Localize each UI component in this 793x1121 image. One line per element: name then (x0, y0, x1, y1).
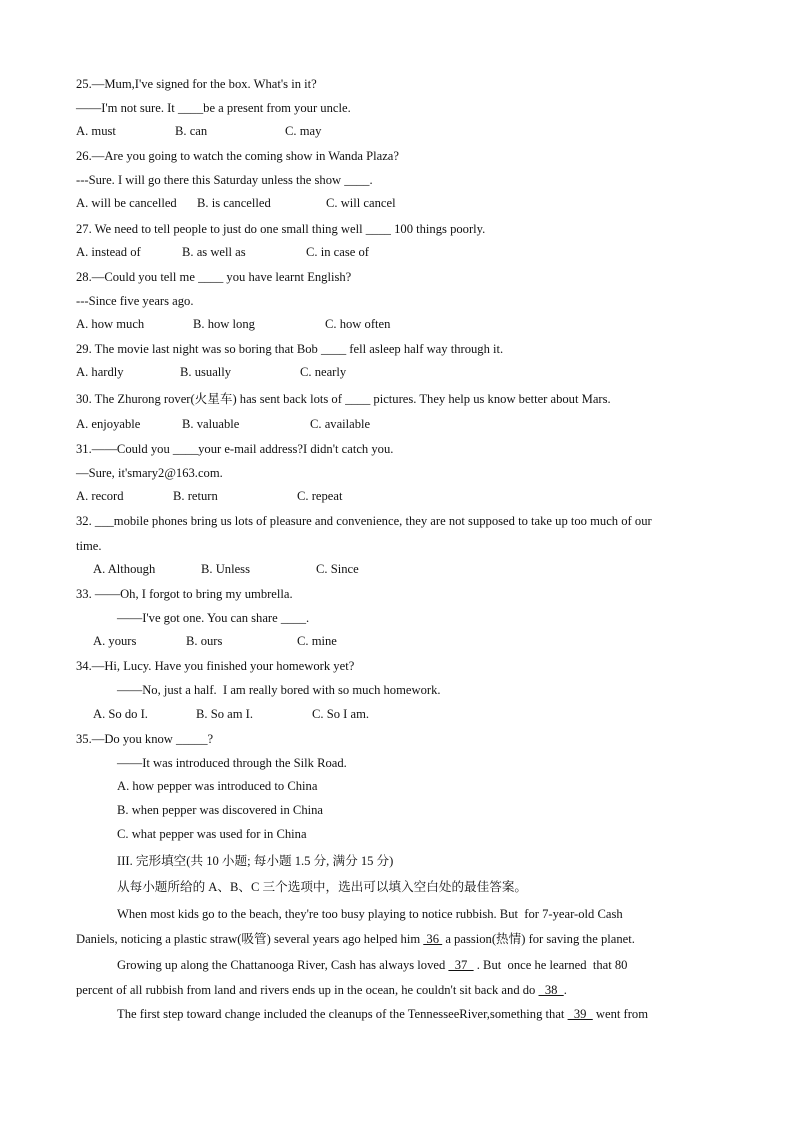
question-33-option-b[interactable]: B. ours (186, 634, 223, 648)
question-31-option-b[interactable]: B. return (173, 489, 218, 503)
question-33-option-a[interactable]: A. yours (93, 634, 137, 648)
blank-37[interactable]: 37 (448, 958, 474, 972)
question-28-option-b[interactable]: B. how long (193, 317, 255, 331)
question-27-option-a[interactable]: A. instead of (76, 245, 141, 259)
passage-p1-line2: Daniels, noticing a plastic straw(吸管) several years ago helped him 36 a passion(热情) for saving the planet. (76, 932, 635, 946)
blank-39[interactable]: 39 (567, 1007, 593, 1021)
question-31-reply: —Sure, it'smary2@163.com. (76, 466, 223, 480)
passage-p2-line1: Growing up along the Chattanooga River, Cash has always loved 37 . But once he learned that 80 (117, 958, 628, 972)
question-25-option-a[interactable]: A. must (76, 124, 116, 138)
question-28-stem: 28.—Could you tell me ____ you have learnt English? (76, 270, 352, 284)
question-32-option-c[interactable]: C. Since (316, 562, 359, 576)
question-26-option-b[interactable]: B. is cancelled (197, 196, 271, 210)
question-34-option-b[interactable]: B. So am I. (196, 707, 254, 721)
blank-36[interactable]: 36 (423, 932, 443, 946)
question-32-option-a[interactable]: A. Although (93, 562, 156, 576)
question-29-option-a[interactable]: A. hardly (76, 365, 124, 379)
question-28-reply: ---Since five years ago. (76, 294, 194, 308)
question-30-option-b[interactable]: B. valuable (182, 417, 240, 431)
question-35-option-a[interactable]: A. how pepper was introduced to China (117, 779, 318, 793)
question-32-stem: 32. ___mobile phones bring us lots of pleasure and convenience, they are not supposed to take up too much of our (76, 514, 652, 528)
question-34-option-a[interactable]: A. So do I. (93, 707, 148, 721)
question-30-option-c[interactable]: C. available (310, 417, 371, 431)
question-26-option-c[interactable]: C. will cancel (326, 196, 396, 210)
section-instruction: 从每小题所给的 A、B、C 三个选项中，选出可以填入空白处的最佳答案。 (117, 880, 528, 894)
question-25-stem: 25.—Mum,I've signed for the box. What's in it? (76, 77, 317, 91)
question-27-option-c[interactable]: C. in case of (306, 245, 369, 259)
question-31-option-a[interactable]: A. record (76, 489, 124, 503)
question-34-stem: 34.—Hi, Lucy. Have you finished your homework yet? (76, 659, 355, 673)
question-34-option-c[interactable]: C. So I am. (312, 707, 370, 721)
question-32-option-b[interactable]: B. Unless (201, 562, 250, 576)
question-35-option-b[interactable]: B. when pepper was discovered in China (117, 803, 323, 817)
question-31-option-c[interactable]: C. repeat (297, 489, 343, 503)
question-34-reply: ——No, just a half. I am really bored with so much homework. (117, 683, 441, 697)
question-35-reply: ——It was introduced through the Silk Road. (117, 756, 347, 770)
question-25-option-b[interactable]: B. can (175, 124, 208, 138)
question-29-option-c[interactable]: C. nearly (300, 365, 347, 379)
question-25-reply: ——I'm not sure. It ____be a present from your uncle. (76, 101, 351, 115)
question-33-stem: 33. ——Oh, I forgot to bring my umbrella. (76, 587, 293, 601)
question-27-stem: 27. We need to tell people to just do one small thing well ____ 100 things poorly. (76, 222, 486, 236)
question-35-stem: 35.—Do you know _____? (76, 732, 214, 746)
section-heading: III. 完形填空(共 10 小题; 每小题 1.5 分, 满分 15 分) (117, 854, 394, 868)
question-29-stem: 29. The movie last night was so boring that Bob ____ fell asleep half way through it. (76, 342, 504, 356)
question-27-option-b[interactable]: B. as well as (182, 245, 246, 259)
question-33-reply: ——I've got one. You can share ____. (117, 611, 310, 625)
question-28-option-c[interactable]: C. how often (325, 317, 391, 331)
passage-p1-line1: When most kids go to the beach, they're too busy playing to notice rubbish. But for 7-year-old Cash (117, 907, 623, 921)
question-30-stem: 30. The Zhurong rover(火星车) has sent back lots of ____ pictures. They help us know better about Mars. (76, 392, 611, 406)
question-29-option-b[interactable]: B. usually (180, 365, 232, 379)
question-26-option-a[interactable]: A. will be cancelled (76, 196, 177, 210)
question-28-option-a[interactable]: A. how much (76, 317, 145, 331)
question-32-stem-continued: time. (76, 539, 102, 553)
passage-p2-line2: percent of all rubbish from land and rivers ends up in the ocean, he couldn't sit back and do 38 . (76, 983, 567, 997)
blank-38[interactable]: 38 (538, 983, 564, 997)
question-26-stem: 26.—Are you going to watch the coming show in Wanda Plaza? (76, 149, 399, 163)
question-35-option-c[interactable]: C. what pepper was used for in China (117, 827, 307, 841)
question-26-reply: ---Sure. I will go there this Saturday unless the show ____. (76, 173, 373, 187)
question-30-option-a[interactable]: A. enjoyable (76, 417, 141, 431)
question-25-option-c[interactable]: C. may (285, 124, 322, 138)
question-33-option-c[interactable]: C. mine (297, 634, 337, 648)
question-31-stem: 31.——Could you ____your e-mail address?I didn't catch you. (76, 442, 394, 456)
passage-p3-line1: The first step toward change included the cleanups of the TennesseeRiver,something that 39 went from (117, 1007, 649, 1021)
